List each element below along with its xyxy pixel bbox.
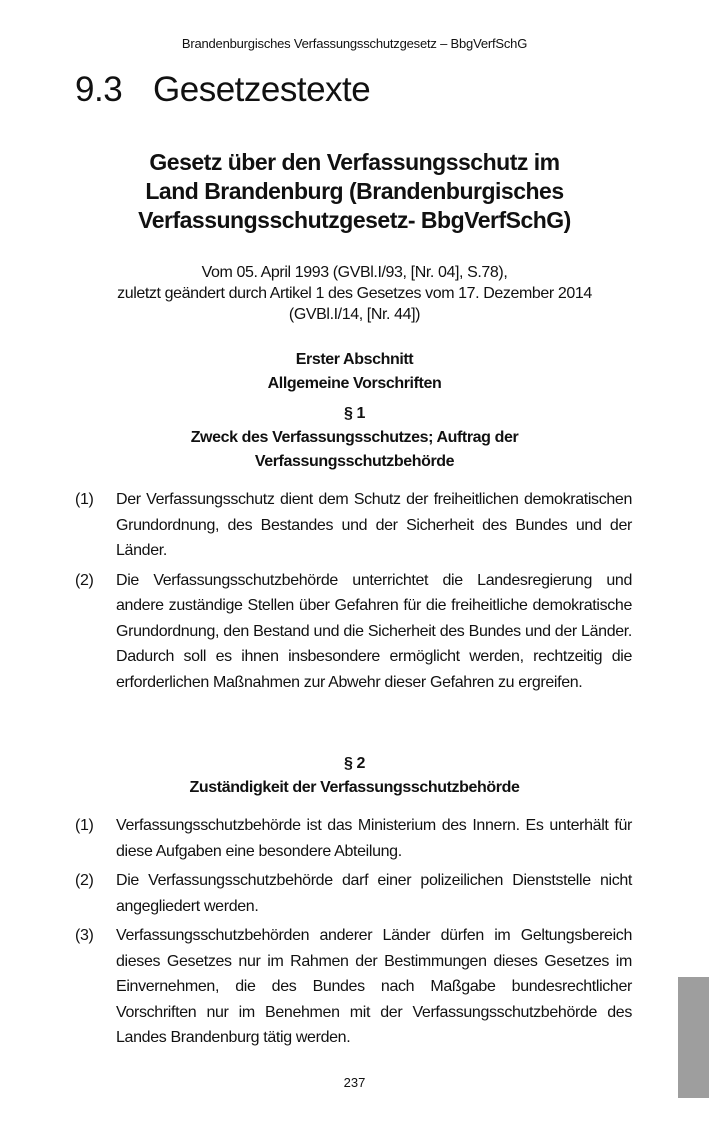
section-title-line: Verfassungsschutzbehörde: [254, 453, 455, 470]
law-title: [0, 148, 709, 235]
part-heading: [0, 348, 709, 396]
section-1-paragraphs: [75, 487, 632, 699]
section-1-heading: [0, 402, 709, 474]
law-title-line: Gesetz über den Verfassungsschutz im: [149, 149, 560, 175]
paragraph-number: (1): [75, 817, 94, 834]
paragraph: [75, 868, 632, 919]
section-symbol: § 2: [343, 755, 366, 772]
law-promulgation-info: [0, 262, 709, 325]
law-title-line: Land Brandenburg (Brandenburgisches: [145, 178, 564, 204]
paragraph-text: Die Verfassungsschutzbehörde unterrichtet die Landesregierung und andere zuständige Stellen über Gefahren für die freiheitliche demokratische Grundordnung, den Bestand und die Sicherheit des Bundes und der Länder. Dadurch soll es ihnen insbesondere ermöglicht werden, rechtzeitig die erforderlichen Maßnahmen zur Abwehr dieser Gefahren zu ergreifen.: [116, 571, 632, 691]
section-title: Gesetzestexte: [153, 70, 371, 109]
paragraph-text: Verfassungsschutzbehörde ist das Ministerium des Innern. Es unterhält für diese Aufgaben eine besondere Abteilung.: [116, 817, 632, 860]
paragraph-number: (1): [75, 491, 94, 508]
section-2-heading: [0, 752, 709, 800]
paragraph: [75, 568, 632, 696]
law-title-line: Verfassungsschutzgesetz- BbgVerfSchG): [138, 207, 571, 233]
section-symbol: § 1: [343, 405, 366, 422]
paragraph-text: Der Verfassungsschutz dient dem Schutz der freiheitlichen demokratischen Grundordnung, des Bestandes und der Sicherheit des Bundes und der Länder.: [116, 491, 632, 559]
running-header: Brandenburgisches Verfassungsschutzgesetz – BbgVerfSchG: [181, 36, 528, 51]
paragraph-number: (2): [75, 872, 94, 889]
law-meta-line: (GVBl.I/14, [Nr. 44]): [288, 306, 421, 323]
part-title: Allgemeine Vorschriften: [267, 375, 442, 392]
law-meta-line: Vom 05. April 1993 (GVBl.I/93, [Nr. 04], S.78),: [201, 264, 508, 281]
paragraph: [75, 813, 632, 864]
chapter-thumb-tab: [678, 977, 709, 1098]
paragraph-text: Verfassungsschutzbehörden anderer Länder dürfen im Geltungsbereich dieses Gesetzes nur im Rahmen der Bestimmungen dieses Gesetzes im Einvernehmen, die des Bundes nach Maßgabe bundesrechtlicher Vorschriften nur im Benehmen mit der Verfassungsschutzbehörde des Landes Brandenburg tätig werden.: [116, 927, 632, 1046]
paragraph: [75, 487, 632, 564]
section-heading: [75, 70, 370, 110]
section-title-line: Zweck des Verfassungsschutzes; Auftrag der: [190, 429, 519, 446]
law-meta-line: zuletzt geändert durch Artikel 1 des Gesetzes vom 17. Dezember 2014: [117, 285, 592, 302]
paragraph-number: (2): [75, 571, 94, 589]
paragraph-text: Die Verfassungsschutzbehörde darf einer polizeilichen Dienststelle nicht angegliedert werden.: [116, 872, 632, 915]
paragraph-number: (3): [75, 927, 94, 944]
part-label: Erster Abschnitt: [295, 351, 414, 368]
section-number: 9.3: [75, 70, 123, 109]
section-2-paragraphs: [75, 813, 632, 1055]
page-number: 237: [343, 1075, 366, 1090]
section-title-line: Zuständigkeit der Verfassungsschutzbehörde: [189, 779, 520, 796]
paragraph: [75, 923, 632, 1051]
